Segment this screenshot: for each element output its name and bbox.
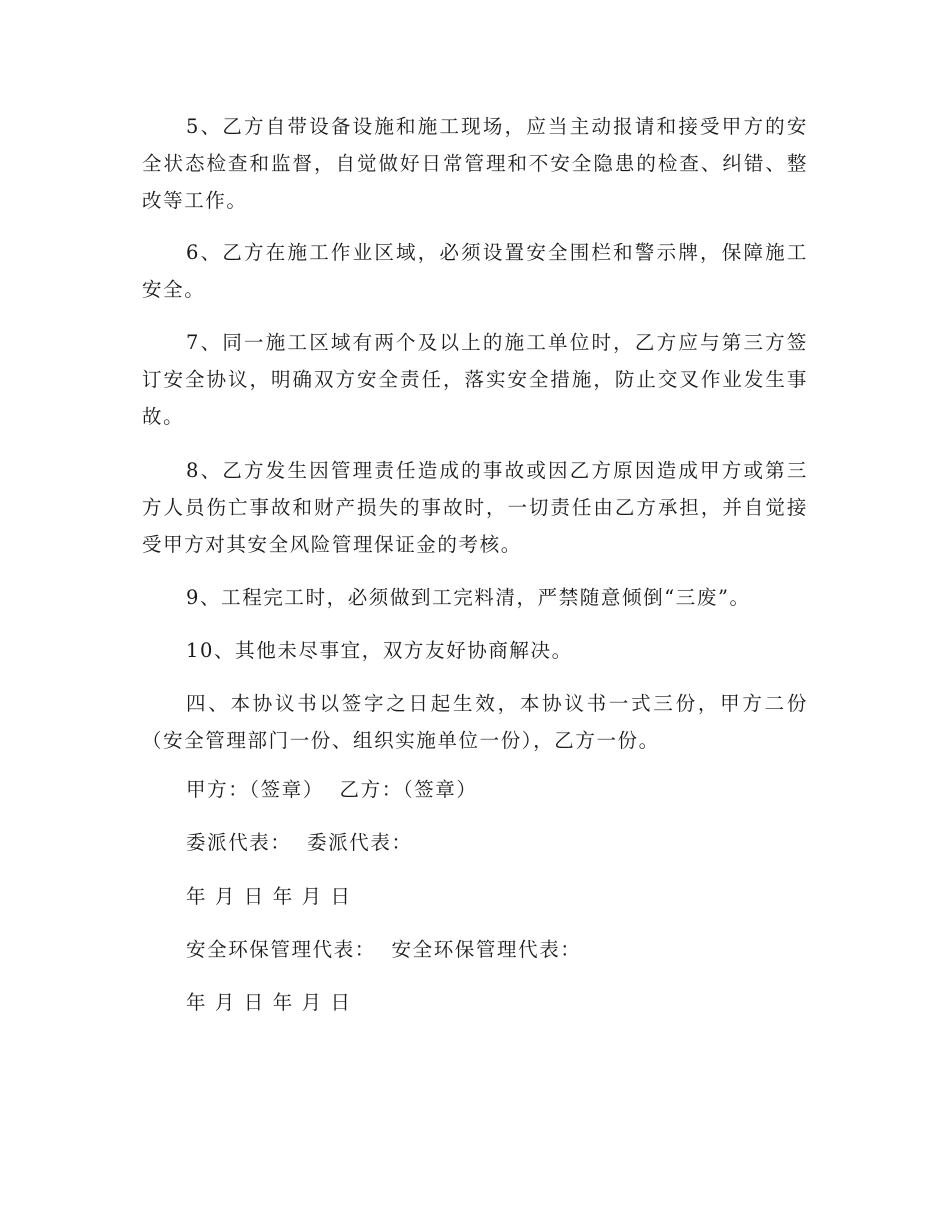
clause-8-paragraph: 8、乙方发生因管理责任造成的事故或因乙方原因造成甲方或第三方人员伤亡事故和财产损失的事故时，一切责任由乙方承担，并自觉接受甲方对其安全风险管理保证金的考核。 <box>142 459 808 556</box>
clause-9-paragraph: 9、工程完工时，必须做到工完料清，严禁随意倾倒“三废”。 <box>186 586 751 609</box>
section-4-effective-paragraph: 四、本协议书以签字之日起生效，本协议书一式三份，甲方二份（安全管理部门一份、组织实施单位一份），乙方一份。 <box>142 692 808 752</box>
clause-6-paragraph: 6、乙方在施工作业区域，必须设置安全围栏和警示牌，保障施工安全。 <box>142 241 808 301</box>
date-line-2: 年 月 日 年 月 日 <box>186 991 352 1014</box>
date-line-1: 年 月 日 年 月 日 <box>186 885 352 908</box>
delegate-representative-line: 委派代表： 委派代表： <box>186 831 413 854</box>
safety-environment-representative-line: 安全环保管理代表： 安全环保管理代表： <box>186 938 582 961</box>
clause-7-paragraph: 7、同一施工区域有两个及以上的施工单位时，乙方应与第三方签订安全协议，明确双方安全责任，落实安全措施，防止交叉作业发生事故。 <box>142 331 808 428</box>
clause-5-paragraph: 5、乙方自带设备设施和施工现场，应当主动报请和接受甲方的安全状态检查和监督，自觉做好日常管理和不安全隐患的检查、纠错、整改等工作。 <box>142 115 808 212</box>
party-signature-line: 甲方：（签章） 乙方：（签章） <box>186 778 478 801</box>
clause-10-paragraph: 10、其他未尽事宜，双方友好协商解决。 <box>186 639 573 662</box>
